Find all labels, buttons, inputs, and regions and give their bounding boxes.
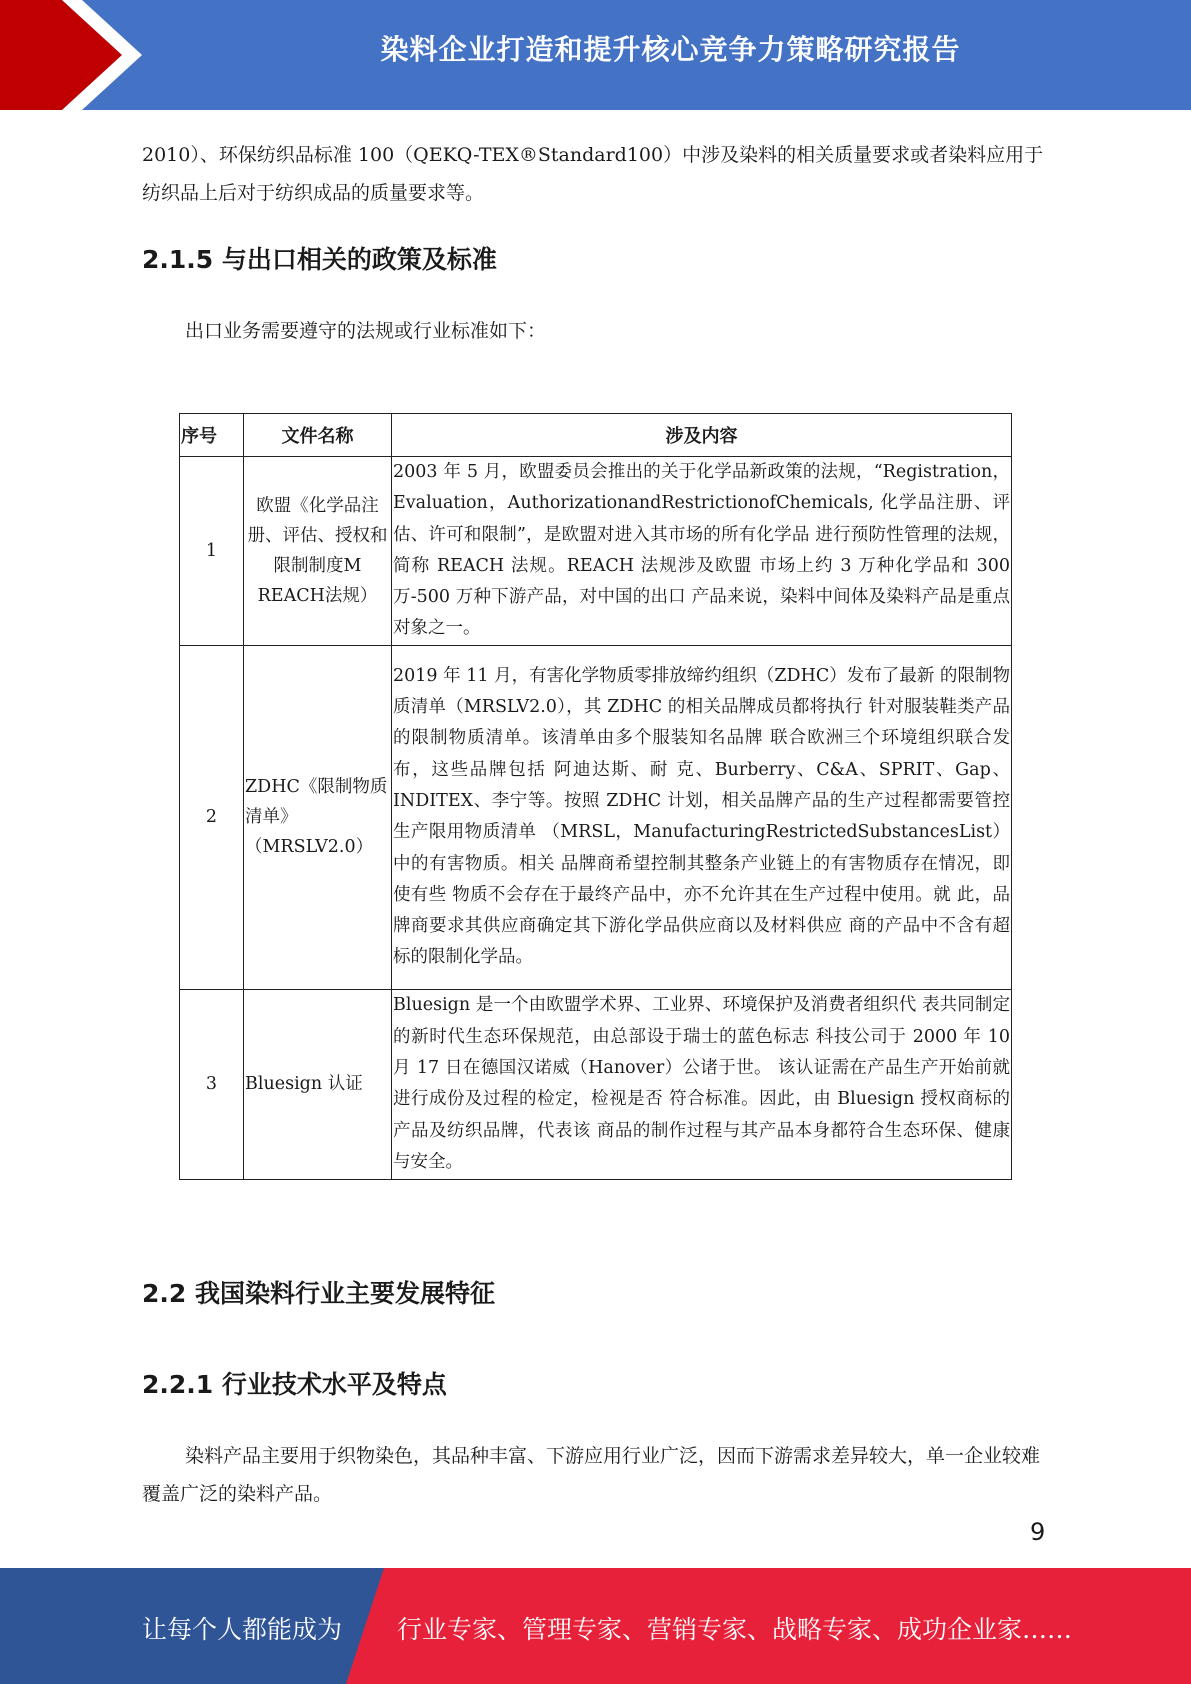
page-number: 9	[1030, 1518, 1046, 1546]
section-heading-2-2: 2.2 我国染料行业主要发展特征	[142, 1279, 495, 1308]
document-content: Bluesign 是一个由欧盟学术界、工业界、环境保护及消费者组织代 表共同制定的新时代生态环保规范，由总部设于瑞士的蓝色标志 科技公司于 2000 年 10 月 17 日在德国汉诺威（Hanover）公诸于世。 该认证需在产品生产开始前就进行成份及过程的检定，检视是否 符合标准。因此，由 Bluesign 授权商标的产品及纺织品牌，代表该 商品的制作过程与其产品本身都符合生态环保、健康与安全。	[392, 989, 1012, 1179]
document-name: ZDHC《限制物质清单》（MRSLV2.0）	[244, 645, 392, 989]
footer-slogan-lead: 让每个人都能成为	[142, 1615, 343, 1644]
column-header-name: 文件名称	[244, 414, 392, 457]
table-row	[180, 457, 1012, 646]
document-content: 2003 年 5 月，欧盟委员会推出的关于化学品新政策的法规，“Registration，Evaluation，AuthorizationandRestrictionofChemicals, 化学品注册、评估、许可和限制”，是欧盟对进入其市场的所有化学品 进行预防性管理的法规，简称 REACH 法规。REACH 法规涉及欧盟 市场上约 3 万种化学品和 300 万-500 万种下游产品，对中国的出口 产品来说，染料中间体及染料产品是重点对象之一。	[392, 457, 1012, 646]
column-header-content: 涉及内容	[392, 414, 1012, 457]
intro-paragraph: 2010）、环保纺织品标准 100（QEKQ-TEX®Standard100）中涉及染料的相关质量要求或者染料应用于纺织品上后对于纺织成品的质量要求等。	[142, 144, 1044, 204]
policy-standards-table	[179, 413, 1012, 1180]
row-number: 3	[180, 989, 244, 1179]
page-footer	[0, 1568, 1191, 1684]
footer-slogan-roles: 行业专家、管理专家、营销专家、战略专家、成功企业家……	[397, 1615, 1073, 1644]
document-name: 欧盟《化学品注册、评估、授权和限制制度M REACH法规）	[244, 457, 392, 646]
document-content: 2019 年 11 月，有害化学物质零排放缔约组织（ZDHC）发布了最新 的限制物质清单（MRSLV2.0），其 ZDHC 的相关品牌成员都将执行 针对服装鞋类产品的限制物质清单。该清单由多个服装知名品牌 联合欧洲三个环境组织联合发布，这些品牌包括 阿迪达斯、耐 克、Burberry、C&A、SPRIT、Gap、INDITEX、李宁等。按照 ZDHC 计划，相关品牌产品的生产过程都需要管控生产限用物质清单 （MRSL，ManufacturingRestrictedSubstancesList）中的有害物质。相关 品牌商希望控制其整条产业链上的有害物质存在情况，即使有些 物质不会存在于最终产品中，亦不允许其在生产过程中使用。就 此，品牌商要求其供应商确定其下游化学品供应商以及材料供应 商的产品中不含有超标的限制化学品。	[392, 645, 1012, 989]
document-name: Bluesign 认证	[244, 989, 392, 1179]
section-heading-2-2-1: 2.2.1 行业技术水平及特点	[142, 1370, 447, 1399]
report-title: 染料企业打造和提升核心竞争力策略研究报告	[380, 33, 961, 66]
table-row	[180, 989, 1012, 1179]
section-heading-2-1-5: 2.1.5 与出口相关的政策及标准	[142, 245, 497, 274]
page-header	[0, 0, 1191, 110]
section-lead-paragraph: 出口业务需要遵守的法规或行业标准如下：	[185, 320, 547, 342]
row-number: 2	[180, 645, 244, 989]
body-paragraph: 染料产品主要用于织物染色，其品种丰富、下游应用行业广泛，因而下游需求差异较大，单一企业较难覆盖广泛的染料产品。	[142, 1445, 1041, 1505]
table-header-row	[180, 414, 1012, 457]
column-header-no: 序号	[180, 414, 244, 457]
red-arrow-icon	[0, 0, 150, 110]
table-row	[180, 645, 1012, 989]
row-number: 1	[180, 457, 244, 646]
